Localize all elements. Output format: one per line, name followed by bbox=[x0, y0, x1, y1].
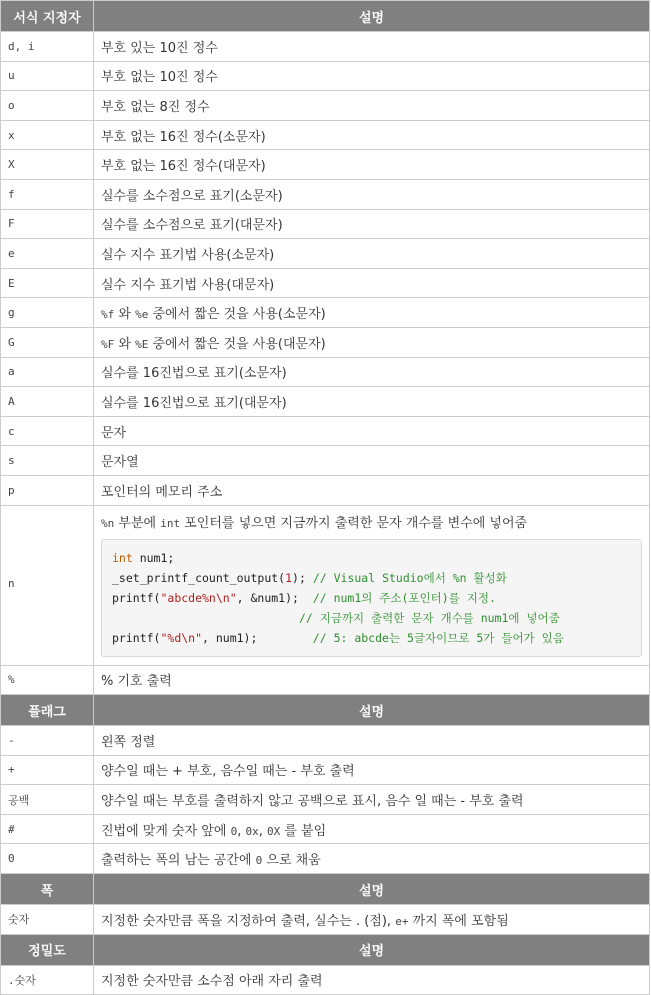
desc-text: , bbox=[258, 823, 267, 839]
row-desc bbox=[94, 505, 650, 665]
inline-code: %F bbox=[101, 337, 115, 351]
table-row bbox=[1, 814, 650, 844]
code-text: , &num1); bbox=[236, 590, 299, 605]
row-desc: 양수일 때는 + 부호, 음수일 때는 - 부호 출력 bbox=[94, 755, 650, 785]
table-row bbox=[1, 32, 650, 62]
section-header-specifier bbox=[1, 1, 650, 32]
desc-text: 까지 폭에 포함됨 bbox=[408, 913, 509, 929]
header-desc: 설명 bbox=[94, 1, 650, 32]
row-key: A bbox=[1, 387, 94, 417]
desc-text: 와 bbox=[114, 307, 136, 323]
header-key: 정밀도 bbox=[1, 934, 94, 965]
row-key: 공백 bbox=[1, 785, 94, 815]
table-row bbox=[1, 209, 650, 239]
row-desc: 실수를 16진법으로 표기(소문자) bbox=[94, 357, 650, 387]
table-row bbox=[1, 239, 650, 269]
code-block bbox=[101, 539, 642, 657]
table-row bbox=[1, 61, 650, 91]
row-desc: 실수를 소수점으로 표기(소문자) bbox=[94, 179, 650, 209]
desc-text: 와 bbox=[114, 336, 136, 352]
table-row bbox=[1, 120, 650, 150]
inline-code: %f bbox=[101, 308, 115, 322]
row-key: x bbox=[1, 120, 94, 150]
row-desc: 부호 없는 16진 정수(대문자) bbox=[94, 150, 650, 180]
row-key: n bbox=[1, 505, 94, 665]
header-desc: 설명 bbox=[94, 934, 650, 965]
row-desc: 부호 없는 8진 정수 bbox=[94, 91, 650, 121]
inline-code: 0x bbox=[245, 824, 259, 838]
row-key: u bbox=[1, 61, 94, 91]
row-desc: 지정한 숫자만큼 소수점 아래 자리 출력 bbox=[94, 965, 650, 995]
inline-code: e+ bbox=[395, 914, 409, 928]
header-key: 서식 지정자 bbox=[1, 1, 94, 32]
table-row bbox=[1, 755, 650, 785]
row-desc: % 기호 출력 bbox=[94, 665, 650, 695]
desc-text: 중에서 짧은 것을 사용(대문자) bbox=[148, 336, 326, 352]
row-key: .숫자 bbox=[1, 965, 94, 995]
code-comment: // num1의 주소(포인터)를 지정. bbox=[312, 590, 496, 605]
desc-text: 부분에 bbox=[114, 515, 161, 531]
table-row bbox=[1, 475, 650, 505]
code-keyword: int bbox=[112, 550, 133, 565]
code-text: _set_printf_count_output( bbox=[112, 570, 286, 585]
inline-code: %E bbox=[135, 337, 149, 351]
code-string: "%d\n" bbox=[160, 630, 203, 645]
row-key: e bbox=[1, 239, 94, 269]
table-row bbox=[1, 785, 650, 815]
row-key: g bbox=[1, 298, 94, 328]
code-text: printf( bbox=[112, 590, 161, 605]
row-key: 0 bbox=[1, 844, 94, 874]
row-key: p bbox=[1, 475, 94, 505]
table-row bbox=[1, 91, 650, 121]
code-text: , num1); bbox=[202, 630, 258, 645]
row-desc bbox=[94, 844, 650, 874]
inline-code: 0 bbox=[255, 854, 263, 868]
table-row bbox=[1, 387, 650, 417]
inline-code: 0X bbox=[266, 824, 281, 838]
row-key: c bbox=[1, 416, 94, 446]
row-desc: 양수일 때는 부호를 출력하지 않고 공백으로 표시, 음수 일 때는 - 부호 출력 bbox=[94, 785, 650, 815]
inline-code: int bbox=[160, 516, 181, 530]
row-desc bbox=[94, 905, 650, 935]
row-desc: 부호 없는 10진 정수 bbox=[94, 61, 650, 91]
row-key: # bbox=[1, 814, 94, 844]
row-desc bbox=[94, 298, 650, 328]
code-text: ); bbox=[292, 570, 306, 585]
inline-code: %n bbox=[101, 516, 115, 530]
row-desc: 실수를 소수점으로 표기(대문자) bbox=[94, 209, 650, 239]
row-key: s bbox=[1, 446, 94, 476]
section-header-width bbox=[1, 874, 650, 905]
code-comment: // 5: abcde는 5글자이므로 5가 들어가 있음 bbox=[312, 630, 564, 645]
table-row bbox=[1, 726, 650, 756]
row-desc: 실수를 16진법으로 표기(대문자) bbox=[94, 387, 650, 417]
header-key: 폭 bbox=[1, 874, 94, 905]
row-key: 숫자 bbox=[1, 905, 94, 935]
row-desc: 왼쪽 정렬 bbox=[94, 726, 650, 756]
table-row bbox=[1, 905, 650, 935]
code-string: "abcde%n\n" bbox=[160, 590, 237, 605]
desc-text: 지정한 숫자만큼 폭을 지정하여 출력, 실수는 . (점), bbox=[101, 913, 396, 929]
inline-code: 0 bbox=[230, 824, 238, 838]
code-comment: // 지금까지 출력한 문자 개수를 num1에 넣어줌 bbox=[298, 610, 560, 625]
row-key: a bbox=[1, 357, 94, 387]
header-desc: 설명 bbox=[94, 695, 650, 726]
code-number: 1 bbox=[285, 570, 293, 585]
row-key: F bbox=[1, 209, 94, 239]
row-key: d, i bbox=[1, 32, 94, 62]
table-row bbox=[1, 357, 650, 387]
row-key: o bbox=[1, 91, 94, 121]
row-key: G bbox=[1, 327, 94, 357]
row-key: + bbox=[1, 755, 94, 785]
desc-text: 으로 채움 bbox=[262, 853, 321, 869]
desc-text: 진법에 맞게 숫자 앞에 bbox=[101, 823, 231, 839]
header-key: 플래그 bbox=[1, 695, 94, 726]
row-key: - bbox=[1, 726, 94, 756]
row-key: X bbox=[1, 150, 94, 180]
table-row bbox=[1, 150, 650, 180]
table-row bbox=[1, 416, 650, 446]
desc-text: 중에서 짧은 것을 사용(소문자) bbox=[148, 307, 326, 323]
desc-text: , bbox=[237, 823, 246, 839]
table-row bbox=[1, 179, 650, 209]
desc-text: 포인터를 넣으면 지금까지 출력한 문자 개수를 변수에 넣어줌 bbox=[180, 515, 528, 531]
row-desc: 문자 bbox=[94, 416, 650, 446]
row-key: % bbox=[1, 665, 94, 695]
table-row bbox=[1, 268, 650, 298]
row-desc: 포인터의 메모리 주소 bbox=[94, 475, 650, 505]
n-description bbox=[101, 512, 642, 531]
row-key: E bbox=[1, 268, 94, 298]
row-desc: 실수 지수 표기법 사용(대문자) bbox=[94, 268, 650, 298]
section-header-precision bbox=[1, 934, 650, 965]
table-row bbox=[1, 327, 650, 357]
desc-text: 를 붙임 bbox=[280, 823, 327, 839]
row-desc bbox=[94, 327, 650, 357]
row-desc: 부호 있는 10진 정수 bbox=[94, 32, 650, 62]
inline-code: %e bbox=[135, 308, 149, 322]
table-row bbox=[1, 446, 650, 476]
row-desc: 문자열 bbox=[94, 446, 650, 476]
table-row bbox=[1, 298, 650, 328]
code-text: num1; bbox=[132, 550, 175, 565]
table-row bbox=[1, 965, 650, 995]
table-row-n bbox=[1, 505, 650, 665]
row-desc: 실수 지수 표기법 사용(소문자) bbox=[94, 239, 650, 269]
table-row bbox=[1, 844, 650, 874]
table-row bbox=[1, 665, 650, 695]
row-desc bbox=[94, 814, 650, 844]
code-text: printf( bbox=[112, 630, 161, 645]
desc-text: 출력하는 폭의 남는 공간에 bbox=[101, 853, 256, 869]
row-desc: 부호 없는 16진 정수(소문자) bbox=[94, 120, 650, 150]
section-header-flag bbox=[1, 695, 650, 726]
header-desc: 설명 bbox=[94, 874, 650, 905]
row-key: f bbox=[1, 179, 94, 209]
code-comment: // Visual Studio에서 %n 활성화 bbox=[312, 570, 507, 585]
